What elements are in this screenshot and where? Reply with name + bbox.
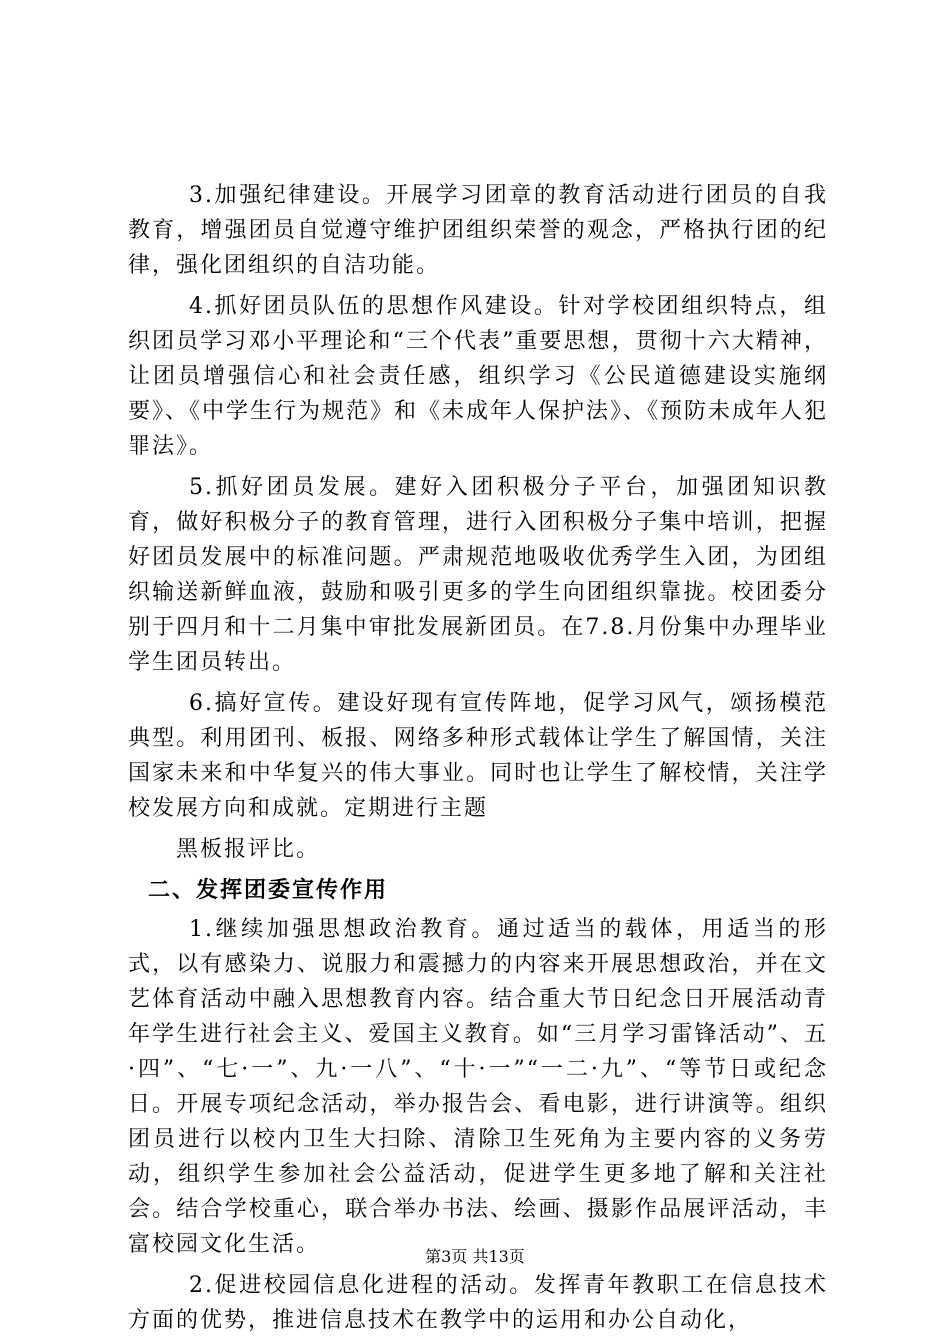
paragraph-discipline: 3.加强纪律建设。开展学习团章的教育活动进行团员的自我教育，增强团员自觉遵守维护团组织荣誉的观念，严格执行团的纪律，强化团组织的自洁功能。 xyxy=(128,183,828,278)
paragraph-blackboard: 黑板报评比。 xyxy=(176,837,321,862)
paragraph-informatization: 2.促进校园信息化进程的活动。发挥青年教职工在信息技术方面的优势，推进信息技术在教学中的运用和办公自动化， xyxy=(128,1273,828,1333)
paragraph-membership: 5.抓好团员发展。建好入团积极分子平台，加强团知识教育，做好积极分子的教育管理，进行入团积极分子集中培训，把握好团员发展中的标准问题。严肃规范地吸收优秀学生入团，为团组织输送新鲜血液，鼓励和吸引更多的学生向团组织靠拢。校团委分别于四月和十二月集中审批发展新团员。在7.8.月份集中办理毕业学生团员转出。 xyxy=(128,475,828,675)
paragraph-political-education: 1.继续加强思想政治教育。通过适当的载体，用适当的形式，以有感染力、说服力和震撼力的内容来开展思想政治，并在文艺体育活动中融入思想教育内容。结合重大节日纪念日开展活动青年学生进行社会主义、爱国主义教育。如“三月学习雷锋活动”、五·四”、“七·一”、九·一八”、“十·一”“一二·九”、“等节日或纪念日。开展专项纪念活动，举办报告会、看电影，进行讲演等。组织团员进行以校内卫生大扫除、清除卫生死角为主要内容的义务劳动，组织学生参加社会公益活动，促进学生更多地了解和关注社会。结合学校重心，联合举办书法、绘画、摄影作品展评活动，丰富校园文化生活。 xyxy=(128,917,828,1257)
section-heading: 二、发挥团委宣传作用 xyxy=(148,878,389,903)
document-body xyxy=(128,178,828,1344)
paragraph-ideology: 4.抓好团员队伍的思想作风建设。针对学校团组织特点，组织团员学习邓小平理论和“三个代表”重要思想，贯彻十六大精神，让团员增强信心和社会责任感，组织学习《公民道德建设实施纲要》、《中学生行为规范》和《未成年人保护法》、《预防未成年人犯罪法》。 xyxy=(128,294,829,459)
page-footer: 第3页 共13页 xyxy=(425,1247,525,1266)
paragraph-publicity: 6.搞好宣传。建设好现有宣传阵地，促学习风气，颂扬模范典型。利用团刊、板报、网络多种形式载体让学生了解国情，关注国家未来和中华复兴的伟大事业。同时也让学生了解校情，关注学校发展方向和成就。定期进行主题 xyxy=(128,691,828,821)
